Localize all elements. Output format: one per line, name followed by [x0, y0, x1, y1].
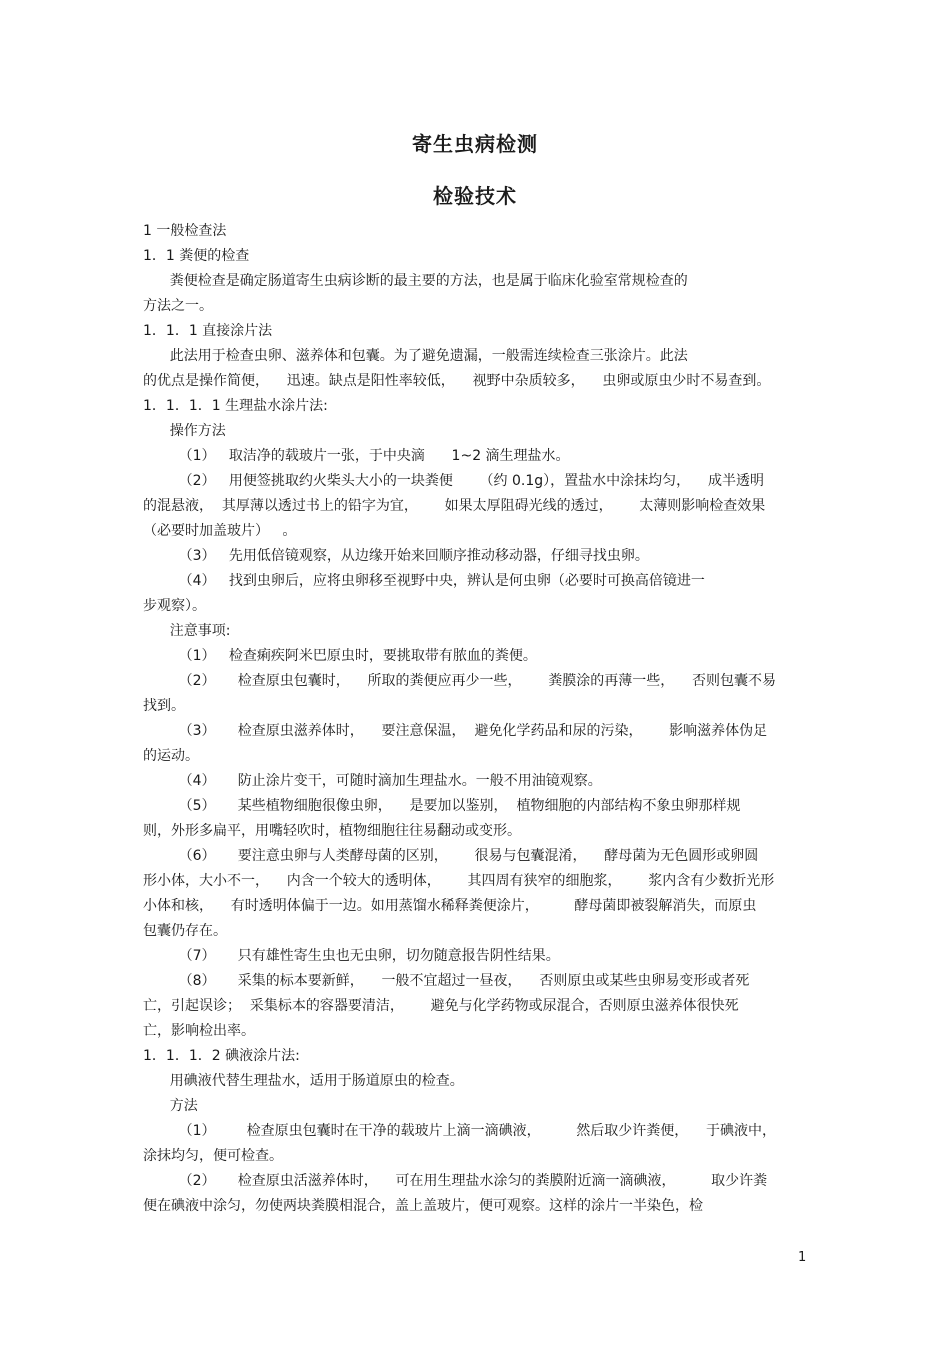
text-line: 则，外形多扁平，用嘴轻吹时，植物细胞往往易翻动或变形。 [143, 823, 521, 839]
text-line: 此法用于检查虫卵、滋养体和包囊。为了避免遗漏，一般需连续检查三张涂片。此法 [143, 348, 688, 364]
text-line: （3） 检查原虫滋养体时， 要注意保温， 避免化学药品和尿的污染， 影响滋养体伪足 [143, 723, 768, 739]
text-line: 1 一般检查法 [143, 223, 227, 239]
text-line: 的运动。 [143, 748, 199, 764]
text-line: 形小体，大小不一， 内含一个较大的透明体， 其四周有狭窄的细胞浆， 浆内含有少数折光形 [143, 873, 775, 889]
text-line: 1．1．1．2 碘液涂片法: [143, 1048, 300, 1064]
text-line: 1．1．1．1 生理盐水涂片法: [143, 398, 328, 414]
page-number: 1 [798, 1250, 807, 1265]
text-line: （4） 防止涂片变干，可随时滴加生理盐水。一般不用油镜观察。 [143, 773, 602, 789]
text-line: 的优点是操作简便， 迅速。缺点是阳性率较低， 视野中杂质较多， 虫卵或原虫少时不易查到。 [143, 373, 771, 389]
text-line: （1） 检查原虫包囊时在干净的载玻片上滴一滴碘液， 然后取少许粪便， 于碘液中， [143, 1123, 777, 1139]
text-line: 1．1．1 直接涂片法 [143, 323, 273, 339]
text-line: 亡，引起误诊； 采集标本的容器要清洁， 避免与化学药物或尿混合，否则原虫滋养体很快死 [143, 998, 739, 1014]
text-line: 方法 [143, 1098, 198, 1114]
text-line: 步观察）。 [143, 598, 206, 614]
text-line: 找到。 [143, 698, 185, 714]
text-line: 操作方法 [143, 423, 226, 439]
text-line: （2） 检查原虫活滋养体时， 可在用生理盐水涂匀的粪膜附近滴一滴碘液， 取少许粪 [143, 1173, 768, 1189]
text-line: （2） 检查原虫包囊时， 所取的粪便应再少一些， 粪膜涂的再薄一些， 否则包囊不易 [143, 673, 777, 689]
text-line: （必要时加盖玻片） 。 [143, 523, 297, 539]
text-line: （2） 用便签挑取约火柴头大小的一块粪便 （约 0.1g），置盐水中涂抹均匀， 成半透明 [143, 473, 764, 489]
text-line: 包囊仍存在。 [143, 923, 227, 939]
text-line: 方法之一。 [143, 298, 213, 314]
text-line: 用碘液代替生理盐水，适用于肠道原虫的检查。 [143, 1073, 464, 1089]
text-line: （1） 检查痢疾阿米巴原虫时，要挑取带有脓血的粪便。 [143, 648, 537, 664]
text-line: （1） 取洁净的载玻片一张，于中央滴 1~2 滴生理盐水。 [143, 448, 570, 464]
document-title: 寄生虫病检测 [412, 132, 538, 156]
text-line: 注意事项: [143, 623, 231, 639]
document-subtitle: 检验技术 [433, 184, 517, 208]
text-line: 1．1 粪便的检查 [143, 248, 250, 264]
text-line: 亡，影响检出率。 [143, 1023, 255, 1039]
text-line: （6） 要注意虫卵与人类酵母菌的区别， 很易与包囊混淆， 酵母菌为无色圆形或卵圆 [143, 848, 759, 864]
text-line: （4） 找到虫卵后，应将虫卵移至视野中央，辨认是何虫卵（必要时可换高倍镜进一 [143, 573, 705, 589]
text-line: （5） 某些植物细胞很像虫卵， 是要加以鉴别， 植物细胞的内部结构不象虫卵那样规 [143, 798, 741, 814]
document-body [143, 219, 808, 1219]
text-line: 便在碘液中涂匀，勿使两块粪膜相混合，盖上盖玻片，便可观察。这样的涂片一半染色，检 [143, 1198, 703, 1214]
text-line: （7） 只有雄性寄生虫也无虫卵，切勿随意报告阴性结果。 [143, 948, 560, 964]
text-line: （3） 先用低倍镜观察，从边缘开始来回顺序推动移动器，仔细寻找虫卵。 [143, 548, 649, 564]
text-line: 小体和核， 有时透明体偏于一边。如用蒸馏水稀释粪便涂片， 酵母菌即被裂解消失，而原虫 [143, 898, 757, 914]
text-line: （8） 采集的标本要新鲜， 一般不宜超过一昼夜， 否则原虫或某些虫卵易变形或者死 [143, 973, 750, 989]
text-line: 涂抹均匀，便可检查。 [143, 1148, 283, 1164]
text-line: 的混悬液， 其厚薄以透过书上的铅字为宜， 如果太厚阻碍光线的透过， 太薄则影响检查效果 [143, 498, 766, 514]
text-line: 粪便检查是确定肠道寄生虫病诊断的最主要的方法，也是属于临床化验室常规检查的 [143, 273, 688, 289]
